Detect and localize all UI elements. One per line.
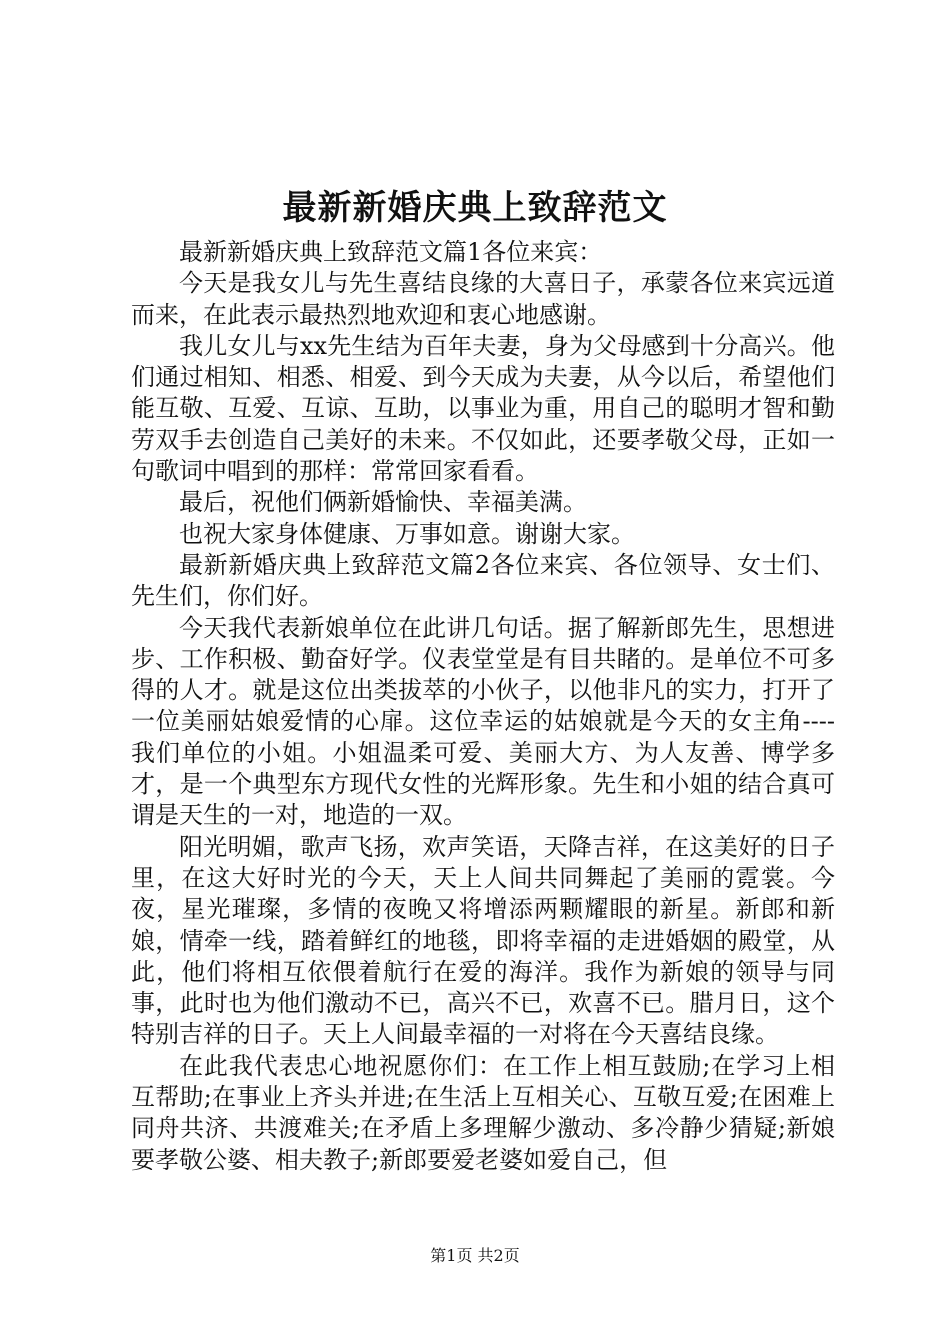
paragraph-6: 最新新婚庆典上致辞范文篇2各位来宾、各位领导、女士们、先生们，你们好。: [131, 550, 835, 611]
paragraph-8: 阳光明媚，歌声飞扬，欢声笑语，天降吉祥，在这美好的日子里，在这大好时光的今天，天上人间共同舞起了美丽的霓裳。今夜，星光璀璨，多情的夜晚又将增添两颗耀眼的新星。新郎和新娘，情牵一线，踏着鲜红的地毯，即将幸福的走进婚姻的殿堂，从此，他们将相互依偎着航行在爱的海洋。我作为新娘的领导与同事，此时也为他们激动不已，高兴不已，欢喜不已。腊月日，这个特别吉祥的日子。天上人间最幸福的一对将在今天喜结良缘。: [131, 832, 835, 1049]
paragraph-1: 最新新婚庆典上致辞范文篇1各位来宾：: [179, 238, 603, 266]
paragraph-3: 我儿女儿与xx先生结为百年夫妻，身为父母感到十分高兴。他们通过相知、相悉、相爱、到今天成为夫妻，从今以后，希望他们能互敬、互爱、互谅、互助，以事业为重，用自己的聪明才智和勤劳双手去创造自己美好的未来。不仅如此，还要孝敬父母，正如一句歌词中唱到的那样：常常回家看看。: [131, 331, 835, 486]
paragraph-7: 今天我代表新娘单位在此讲几句话。据了解新郎先生，思想进步、工作积极、勤奋好学。仪表堂堂是有目共睹的。是单位不可多得的人才。就是这位出类拔萃的小伙子，以他非凡的实力，打开了一位美丽姑娘爱情的心扉。这位幸运的姑娘就是今天的女主角----我们单位的小姐。小姐温柔可爱、美丽大方、为人友善、博学多才，是一个典型东方现代女性的光辉形象。先生和小姐的结合真可谓是天生的一对，地造的一双。: [131, 613, 835, 830]
page-footer: 第1页 共2页: [430, 1246, 520, 1265]
paragraph-2: 今天是我女儿与先生喜结良缘的大喜日子，承蒙各位来宾远道而来，在此表示最热烈地欢迎和衷心地感谢。: [131, 269, 835, 329]
paragraph-9: 在此我代表忠心地祝愿你们：在工作上相互鼓励;在学习上相互帮助;在事业上齐头并进;在生活上互相关心、互敬互爱;在困难上同舟共济、共渡难关;在矛盾上多理解少激动、多冷静少猜疑;新娘要孝敬公婆、相夫教子;新郎要爱老婆如爱自己，但: [131, 1051, 835, 1174]
paragraph-4: 最后，祝他们俩新婚愉快、幸福美满。: [179, 488, 587, 517]
paragraph-5: 也祝大家身体健康、万事如意。谢谢大家。: [179, 519, 635, 548]
document-body: [131, 237, 835, 1176]
document-title: 最新新婚庆典上致辞范文: [282, 188, 668, 228]
